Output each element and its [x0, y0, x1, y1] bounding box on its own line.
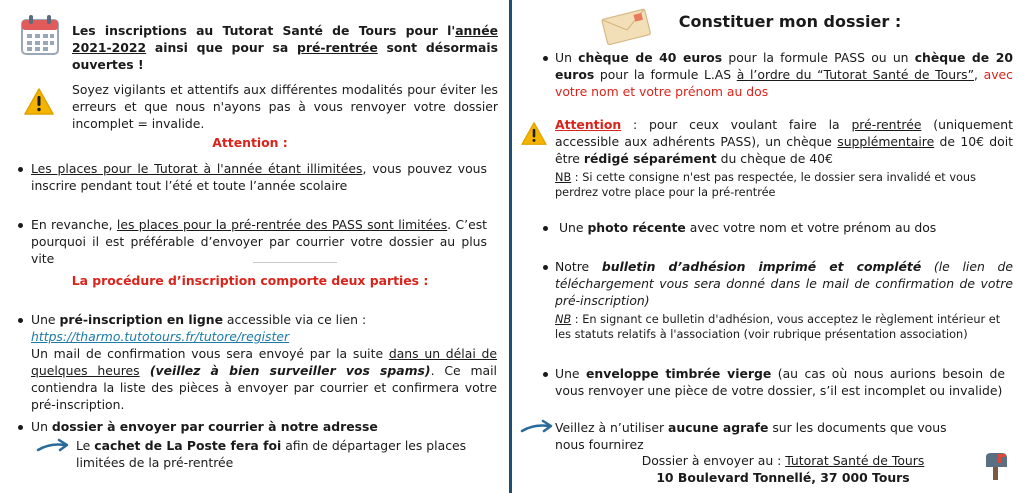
bullet-cheque: Un chèque de 40 euros pour la formule PASS ou un chèque de 20 euros pour la formule L.AS à l’ordre du “Tutorat Santé de Tours”, avec votre nom et votre prénom au dos [555, 50, 1013, 99]
warning-icon [521, 122, 547, 146]
dossier-title: Constituer mon dossier : [678, 12, 902, 31]
bullet-photo: Une photo récente avec votre nom et votre prénom au dos [558, 220, 937, 235]
bullet-dot [18, 425, 23, 430]
bullet-dot [18, 318, 23, 323]
address-line-1: Dossier à envoyer au : Tutorat Santé de Tours [641, 453, 925, 468]
bullet-bulletin: Notre bulletin d’adhésion imprimé et complété (le lien de téléchargement vous sera donné dans le mail de confirmation de votre pré-inscription) [555, 259, 1013, 308]
bullet-dot [18, 167, 23, 172]
bullet-dot [543, 56, 548, 61]
bullet-preinscription: Une pré-inscription en ligne accessible via ce lien : https://tharmo.tutotours.fr/tutore/register Un mail de confirmation vous sera envoyé par la suite dans un délai de quelques heures (veillez à bien surveiller vos spams). Ce mail contiendra la liste des pièces à envoyer par courrier et confirmera votre pré-inscription. [31, 312, 497, 412]
arrow-icon [36, 438, 70, 454]
procedure-heading: La procédure d’inscription comporte deux parties : [71, 273, 429, 288]
column-divider [509, 0, 512, 493]
bullet-dot [543, 265, 548, 270]
arrow-icon [520, 419, 554, 435]
cachet-poste-note: Le cachet de La Poste fera foi afin de départager les places limitées de la pré-rentrée [76, 438, 467, 470]
bullet-enveloppe: Une enveloppe timbrée vierge (au cas où nous aurions besoin de vous renvoyer une pièce de votre dossier, s’il est incomplet ou invalide) [555, 366, 1006, 398]
nb-consigne: NB : Si cette consigne n'est pas respectée, le dossier sera invalidé et vous perdrez votre place pour la pré-rentrée [555, 171, 976, 199]
address-line-2: 10 Boulevard Tonnellé, 37 000 Tours [656, 470, 910, 485]
register-link[interactable]: https://tharmo.tutotours.fr/tutore/register [31, 329, 290, 344]
bullet-dot [18, 223, 23, 228]
separator [253, 262, 337, 263]
agrafe-note: Veillez à n’utiliser aucune agrafe sur les documents que vous nous fournirez [555, 420, 947, 452]
mailbox-icon [982, 451, 1010, 481]
attention-prerentree: Attention : pour ceux voulant faire la pré-rentrée (uniquement accessible aux adhérents PASS), un chèque supplémentaire de 10€ doit être rédigé séparément du chèque de 40€ [555, 117, 1014, 166]
calendar-icon [20, 14, 60, 56]
intro-text: Les inscriptions au Tutorat Santé de Tours pour l'année 2021-2022 ainsi que pour sa pré-rentrée sont désormais ouvertes ! [72, 23, 498, 72]
address-block [600, 452, 966, 486]
attention-heading: Attention : [212, 135, 288, 150]
envelope-icon [598, 6, 654, 46]
bullet-places-prerentree: En revanche, les places pour la pré-rentrée des PASS sont limitées. C’est pourquoi il est préférable d’envoyer par courrier votre dossier au plus vite [31, 217, 488, 266]
bullet-dot [543, 372, 548, 377]
bullet-dossier-courrier: Un dossier à envoyer par courrier à notre adresse [31, 419, 378, 434]
warning-text: Soyez vigilants et attentifs aux différentes modalités pour éviter les erreurs et que nous n'ayons pas à vous renvoyer votre dossier incomplet = invalide. [72, 82, 498, 131]
bullet-places-tutorat: Les places pour le Tutorat à l'année étant illimitées, vous pouvez vous inscrire pendant tout l’été et toute l’année scolaire [31, 161, 487, 193]
bullet-dot [543, 226, 548, 231]
nb-reglement: NB : En signant ce bulletin d'adhésion, vous acceptez le règlement intérieur et les statuts relatifs à l'association (voir rubrique présentation association) [555, 313, 1001, 341]
warning-icon [24, 88, 54, 116]
